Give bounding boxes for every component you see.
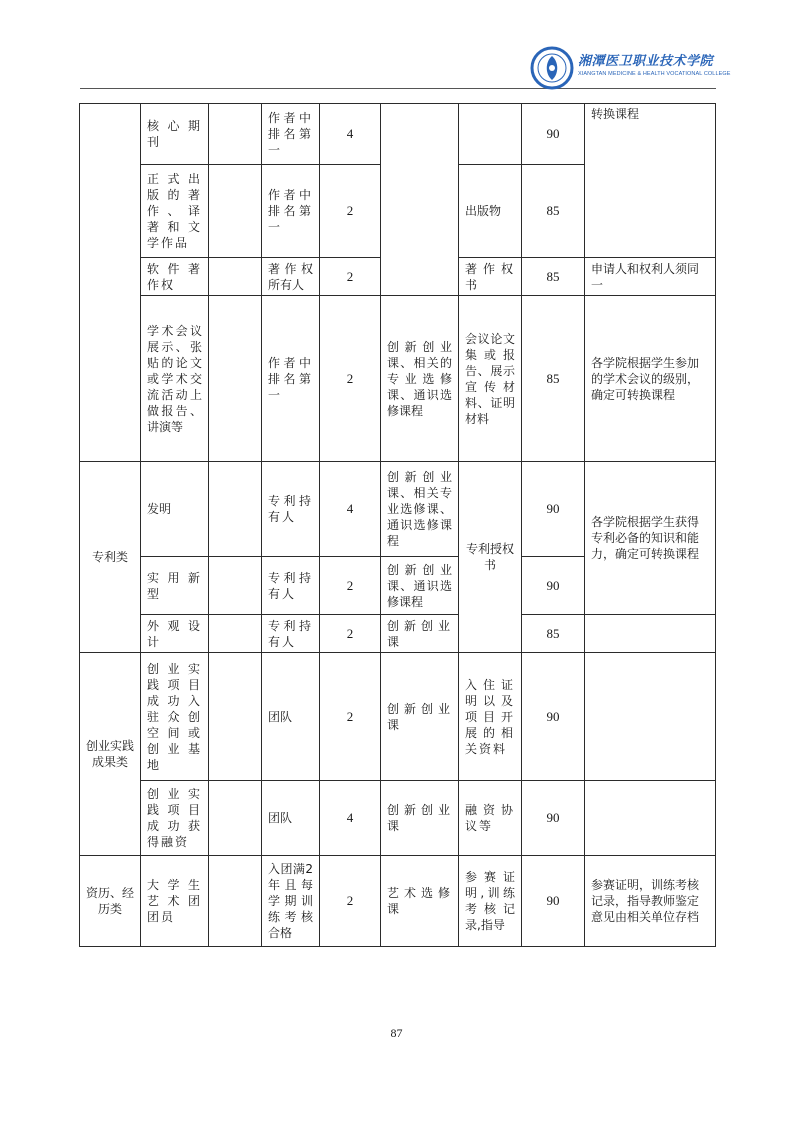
item-cell: 正式出版的著作、译著和文学作品 — [141, 165, 209, 258]
item-cell: 大学生艺术团团员 — [141, 856, 209, 947]
credits-cell: 4 — [320, 462, 381, 557]
school-emblem-icon — [530, 46, 574, 90]
requirement-cell: 作者中排名第一 — [262, 165, 320, 258]
score-cell: 85 — [522, 296, 585, 462]
material-cell: 专利授权书 — [459, 462, 522, 653]
note-cell — [585, 615, 716, 653]
item-cell: 创业实践项目成功入驻众创空间或创业基地 — [141, 653, 209, 781]
material-cell: 参赛证明,训练考核记录,指导 — [459, 856, 522, 947]
table-row — [80, 653, 716, 781]
course-cell: 创新创业课 — [381, 653, 459, 781]
credits-cell: 2 — [320, 165, 381, 258]
course-cell: 创新创业课、相关专业选修课、通识选修课程 — [381, 462, 459, 557]
material-cell: 会议论文集或报告、展示宣传材料、证明材料 — [459, 296, 522, 462]
score-cell: 90 — [522, 557, 585, 615]
note-cell: 各学院根据学生获得专利必备的知识和能力，确定可转换课程 — [585, 462, 716, 615]
item-cell: 实用新型 — [141, 557, 209, 615]
score-cell: 90 — [522, 856, 585, 947]
requirement-cell: 作者中排名第一 — [262, 296, 320, 462]
credits-cell: 4 — [320, 781, 381, 856]
item-cell: 核心期刊 — [141, 104, 209, 165]
category-cell: 创业实践成果类 — [80, 653, 141, 856]
org-cell — [209, 258, 262, 296]
course-cell — [381, 104, 459, 296]
material-cell: 出版物 — [459, 165, 522, 258]
material-cell — [459, 104, 522, 165]
requirement-cell: 著作权所有人 — [262, 258, 320, 296]
score-cell: 90 — [522, 653, 585, 781]
requirement-cell: 专利持有人 — [262, 462, 320, 557]
score-cell: 85 — [522, 258, 585, 296]
item-cell: 学术会议展示、张贴的论文或学术交流活动上做报告、讲演等 — [141, 296, 209, 462]
org-cell — [209, 557, 262, 615]
org-cell — [209, 462, 262, 557]
org-cell — [209, 653, 262, 781]
page-number: 87 — [390, 1026, 403, 1040]
requirement-cell: 团队 — [262, 781, 320, 856]
item-cell: 软件著作权 — [141, 258, 209, 296]
note-cell: 申请人和权利人须同一 — [585, 258, 716, 296]
table-row — [80, 296, 716, 462]
material-cell: 著作权书 — [459, 258, 522, 296]
org-cell — [209, 615, 262, 653]
org-cell — [209, 781, 262, 856]
course-cell: 创新创业课、相关的专业选修课、通识选修课程 — [381, 296, 459, 462]
requirement-cell: 专利持有人 — [262, 557, 320, 615]
score-cell: 85 — [522, 165, 585, 258]
item-cell: 外观设计 — [141, 615, 209, 653]
credits-cell: 2 — [320, 258, 381, 296]
category-cell: 专利类 — [80, 462, 141, 653]
material-cell: 融资协议等 — [459, 781, 522, 856]
credit-conversion-table — [79, 103, 716, 947]
category-cell: 资历、经历类 — [80, 856, 141, 947]
school-logo — [530, 46, 731, 90]
requirement-cell: 专利持有人 — [262, 615, 320, 653]
table-row — [80, 781, 716, 856]
course-cell: 创新创业课 — [381, 781, 459, 856]
school-name-cn: 湘潭医卫职业技术学院 — [578, 54, 714, 69]
item-cell: 发明 — [141, 462, 209, 557]
table-row — [80, 462, 716, 557]
course-cell: 创新创业课、通识选修课程 — [381, 557, 459, 615]
score-cell: 85 — [522, 615, 585, 653]
course-cell: 创新创业课 — [381, 615, 459, 653]
credits-cell: 2 — [320, 653, 381, 781]
requirement-cell: 入团满2年且每学期训练考核合格 — [262, 856, 320, 947]
credits-cell: 2 — [320, 615, 381, 653]
note-cell: 参赛证明，训练考核记录，指导教师鉴定意见由相关单位存档 — [585, 856, 716, 947]
score-cell: 90 — [522, 781, 585, 856]
requirement-cell: 作者中排名第一 — [262, 104, 320, 165]
org-cell — [209, 856, 262, 947]
category-cell — [80, 104, 141, 462]
material-cell: 入住证明以及项目开展的相关资料 — [459, 653, 522, 781]
org-cell — [209, 104, 262, 165]
score-cell: 90 — [522, 104, 585, 165]
score-cell: 90 — [522, 462, 585, 557]
note-cell: 转换课程 — [585, 104, 716, 258]
org-cell — [209, 296, 262, 462]
credits-cell: 2 — [320, 856, 381, 947]
table-row — [80, 615, 716, 653]
note-cell — [585, 781, 716, 856]
item-cell: 创业实践项目成功获得融资 — [141, 781, 209, 856]
note-cell — [585, 653, 716, 781]
table-row — [80, 104, 716, 165]
course-cell: 艺术选修课 — [381, 856, 459, 947]
credits-cell: 4 — [320, 104, 381, 165]
credits-cell: 2 — [320, 557, 381, 615]
credits-cell: 2 — [320, 296, 381, 462]
requirement-cell: 团队 — [262, 653, 320, 781]
table-row — [80, 856, 716, 947]
note-cell: 各学院根据学生参加的学术会议的级别，确定可转换课程 — [585, 296, 716, 462]
org-cell — [209, 165, 262, 258]
school-name-en: XIANGTAN MEDICINE & HEALTH VOCATIONAL COLLEGE — [578, 71, 731, 77]
